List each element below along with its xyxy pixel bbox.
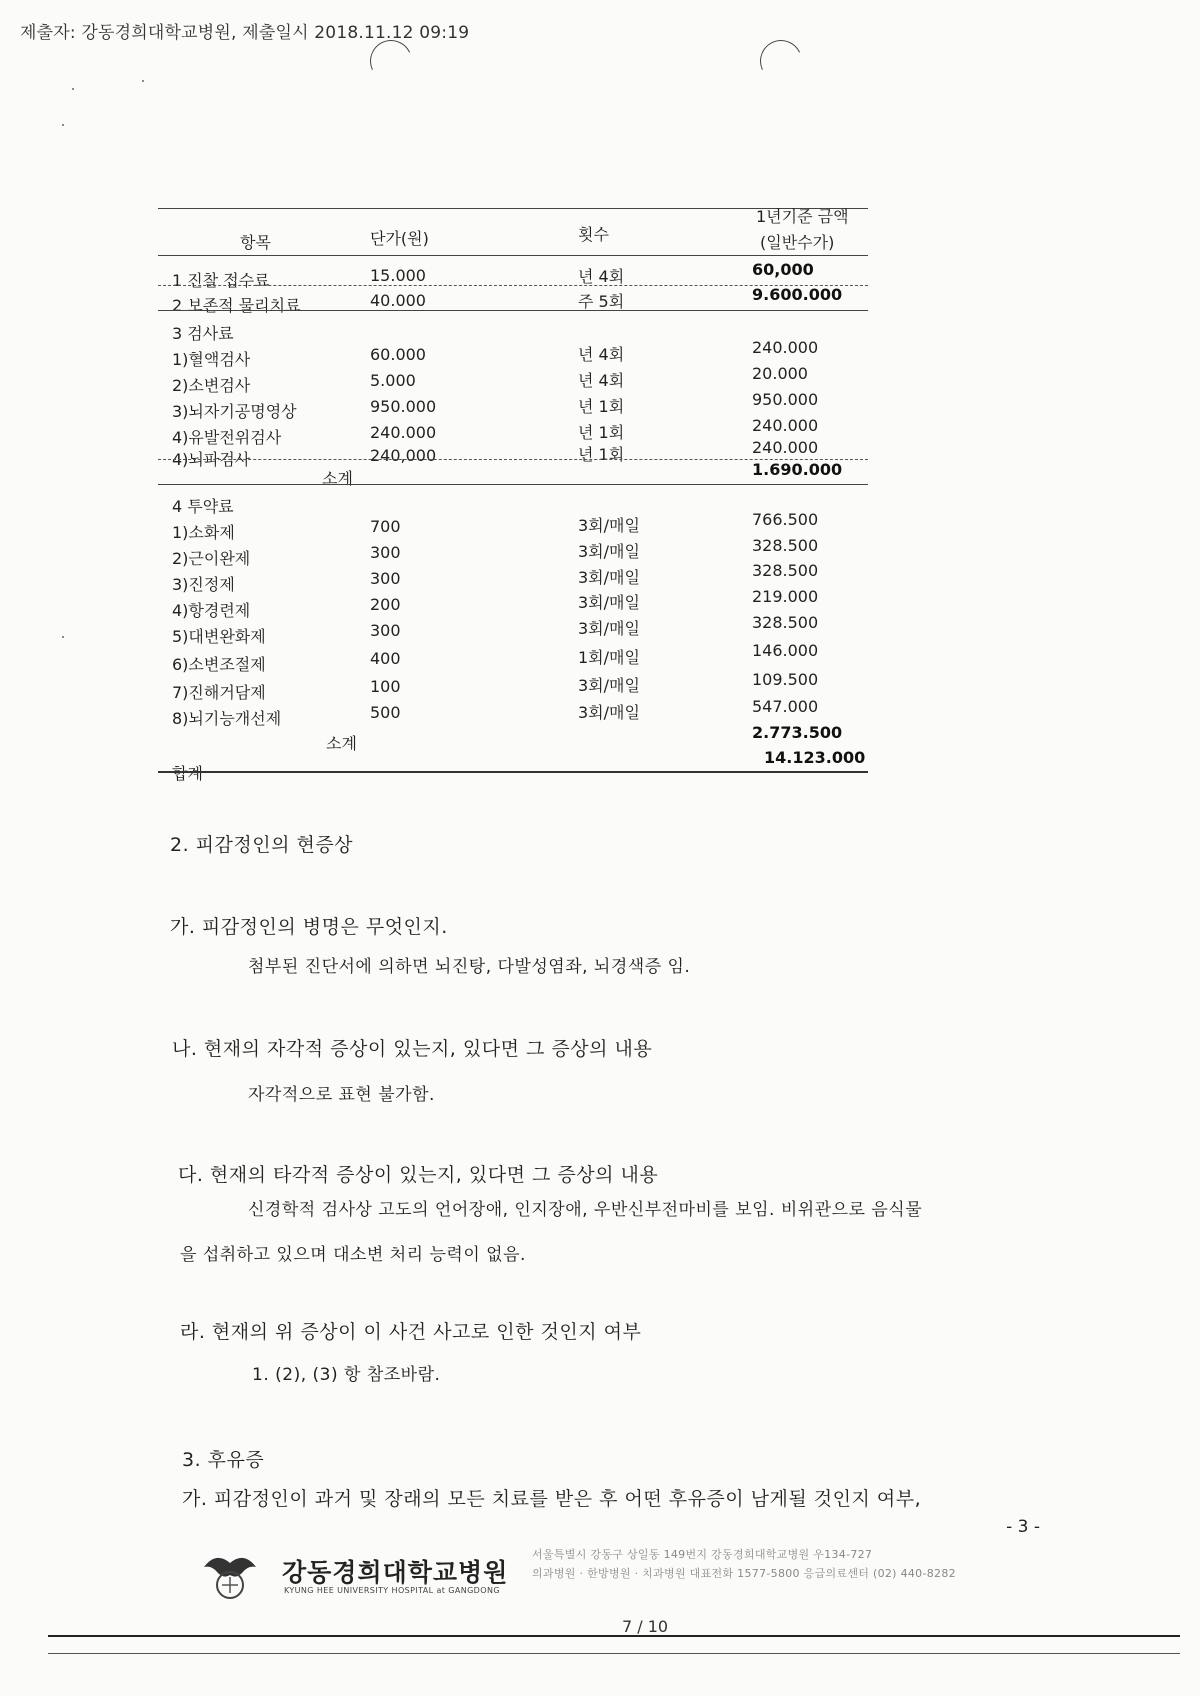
table-header-rule xyxy=(158,255,868,256)
row-price: 15.000 xyxy=(370,266,426,285)
row-item: 4)뇌파검사 xyxy=(172,450,251,469)
answer-ga: 첨부된 진단서에 의하면 뇌진탕, 다발성염좌, 뇌경색증 임. xyxy=(248,957,691,977)
answer-da-line1: 신경학적 검사상 고도의 언어장애, 인지장애, 우반신부전마비를 보임. 비위관으로 음식물 xyxy=(248,1200,923,1220)
subtotal-amount: 2.773.500 xyxy=(752,723,843,742)
question-ra: 라. 현재의 위 증상이 이 사건 사고로 인한 것인지 여부 xyxy=(180,1321,642,1343)
footer-rule-bottom xyxy=(48,1653,1180,1654)
row-amount: 240.000 xyxy=(752,338,819,357)
row-count: 3회/매일 xyxy=(578,542,640,561)
row-count: 3회/매일 xyxy=(578,619,640,638)
row-item: 2)소변검사 xyxy=(172,376,251,395)
col-header-item: 항목 xyxy=(240,233,271,252)
row-amount: 547.000 xyxy=(752,697,819,716)
subtotal-label: 소계 xyxy=(326,734,357,753)
scan-speck xyxy=(142,80,144,82)
row-amount: 328.500 xyxy=(752,613,819,632)
row-item: 8)뇌기능개선제 xyxy=(172,709,282,728)
row-amount: 240.000 xyxy=(752,416,819,435)
page-marker: - 3 - xyxy=(1006,1517,1040,1537)
row-price: 100 xyxy=(370,677,401,696)
row-item: 1 진찰 접수료 xyxy=(172,271,270,290)
row-count: 년 4회 xyxy=(578,371,625,390)
col-header-count: 횟수 xyxy=(578,225,609,244)
answer-da-line2: 을 섭취하고 있으며 대소변 처리 능력이 없음. xyxy=(180,1245,526,1265)
row-price: 500 xyxy=(370,703,401,722)
row-item: 7)진해거담제 xyxy=(172,683,266,702)
total-amount: 14.123.000 xyxy=(764,748,866,767)
row-price: 60.000 xyxy=(370,345,426,364)
row-count: 3회/매일 xyxy=(578,593,640,612)
row-item: 2)근이완제 xyxy=(172,549,251,568)
section-label: 4 투약료 xyxy=(172,497,234,516)
row-price: 300 xyxy=(370,543,401,562)
row-item: 1)혈액검사 xyxy=(172,350,251,369)
row-count: 년 1회 xyxy=(578,445,625,464)
section-label: 3 검사료 xyxy=(172,324,234,343)
row-amount: 60,000 xyxy=(752,260,814,279)
row-count: 년 1회 xyxy=(578,397,625,416)
row-item: 5)대변완화제 xyxy=(172,627,266,646)
hospital-address: 서울특별시 강동구 상일동 149번지 강동경희대학교병원 우134-727 xyxy=(532,1548,873,1561)
row-item: 4)유발전위검사 xyxy=(172,428,282,447)
row-item: 3)진정제 xyxy=(172,575,235,594)
row-rule xyxy=(158,484,868,485)
row-item: 1)소화제 xyxy=(172,523,235,542)
subtotal-label: 소계 xyxy=(322,469,353,488)
row-item: 6)소변조절제 xyxy=(172,655,266,674)
row-price: 240,000 xyxy=(370,446,437,465)
hospital-name: 강동경희대학교병원 xyxy=(282,1558,509,1587)
row-price: 950.000 xyxy=(370,397,437,416)
row-count: 3회/매일 xyxy=(578,516,640,535)
row-price: 300 xyxy=(370,621,401,640)
total-label: 합계 xyxy=(172,764,203,783)
scan-speck xyxy=(62,636,64,638)
row-price: 300 xyxy=(370,569,401,588)
question-ga: 가. 피감정인의 병명은 무엇인지. xyxy=(170,916,448,938)
row-count: 주 5회 xyxy=(578,292,625,311)
row-amount: 950.000 xyxy=(752,390,819,409)
row-amount: 328.500 xyxy=(752,536,819,555)
answer-na: 자각적으로 표현 불가함. xyxy=(248,1085,435,1105)
row-amount: 766.500 xyxy=(752,510,819,529)
section-2-title: 2. 피감정인의 현증상 xyxy=(170,834,354,856)
row-count: 3회/매일 xyxy=(578,568,640,587)
scan-speck xyxy=(72,88,74,90)
row-count: 년 4회 xyxy=(578,267,625,286)
table-bottom-rule xyxy=(158,771,868,773)
row-rule xyxy=(158,310,868,311)
submission-stamp: 제출자: 강동경희대학교병원, 제출일시 2018.11.12 09:19 xyxy=(20,23,470,43)
row-count: 년 1회 xyxy=(578,423,625,442)
answer-ra: 1. (2), (3) 항 참조바람. xyxy=(252,1365,441,1385)
row-item: 2 보존적 물리치료 xyxy=(172,296,301,315)
row-amount: 146.000 xyxy=(752,641,819,660)
row-price: 5.000 xyxy=(370,371,416,390)
row-price: 240.000 xyxy=(370,423,437,442)
row-count: 3회/매일 xyxy=(578,703,640,722)
subtotal-amount: 1.690.000 xyxy=(752,460,843,479)
row-price: 400 xyxy=(370,649,401,668)
row-count: 년 4회 xyxy=(578,345,625,364)
row-amount: 109.500 xyxy=(752,670,819,689)
row-amount: 240.000 xyxy=(752,438,819,457)
question-da: 다. 현재의 타각적 증상이 있는지, 있다면 그 증상의 내용 xyxy=(178,1164,659,1186)
page-number: 7 / 10 xyxy=(622,1617,669,1636)
question-3-ga: 가. 피감정인이 과거 및 장래의 모든 치료를 받은 후 어떤 후유증이 남게될 것인지 여부, xyxy=(182,1488,922,1510)
col-header-amount-sub: (일반수가) xyxy=(760,233,835,252)
hospital-contacts: 의과병원 · 한방병원 · 치과병원 대표전화 1577-5800 응급의료센터 (02) 440-8282 xyxy=(532,1567,956,1580)
footer-rule xyxy=(48,1635,1180,1637)
question-na: 나. 현재의 자각적 증상이 있는지, 있다면 그 증상의 내용 xyxy=(172,1038,653,1060)
hospital-logo-icon xyxy=(200,1545,260,1605)
row-item: 3)뇌자기공명영상 xyxy=(172,402,297,421)
row-price: 40.000 xyxy=(370,291,426,310)
row-amount: 9.600.000 xyxy=(752,285,843,304)
row-count: 1회/매일 xyxy=(578,648,640,667)
col-header-amount: 1년기준 금액 xyxy=(756,207,849,226)
row-amount: 328.500 xyxy=(752,561,819,580)
row-price: 200 xyxy=(370,595,401,614)
row-amount: 20.000 xyxy=(752,364,808,383)
section-3-title: 3. 후유증 xyxy=(182,1449,265,1471)
scan-speck xyxy=(62,124,64,126)
hospital-name-en: KYUNG HEE UNIVERSITY HOSPITAL at GANGDONG xyxy=(284,1586,500,1595)
punch-hole-mark-right xyxy=(754,34,808,88)
row-price: 700 xyxy=(370,517,401,536)
col-header-price: 단가(원) xyxy=(370,229,429,248)
row-amount: 219.000 xyxy=(752,587,819,606)
row-item: 4)항경련제 xyxy=(172,601,251,620)
row-count: 3회/매일 xyxy=(578,676,640,695)
